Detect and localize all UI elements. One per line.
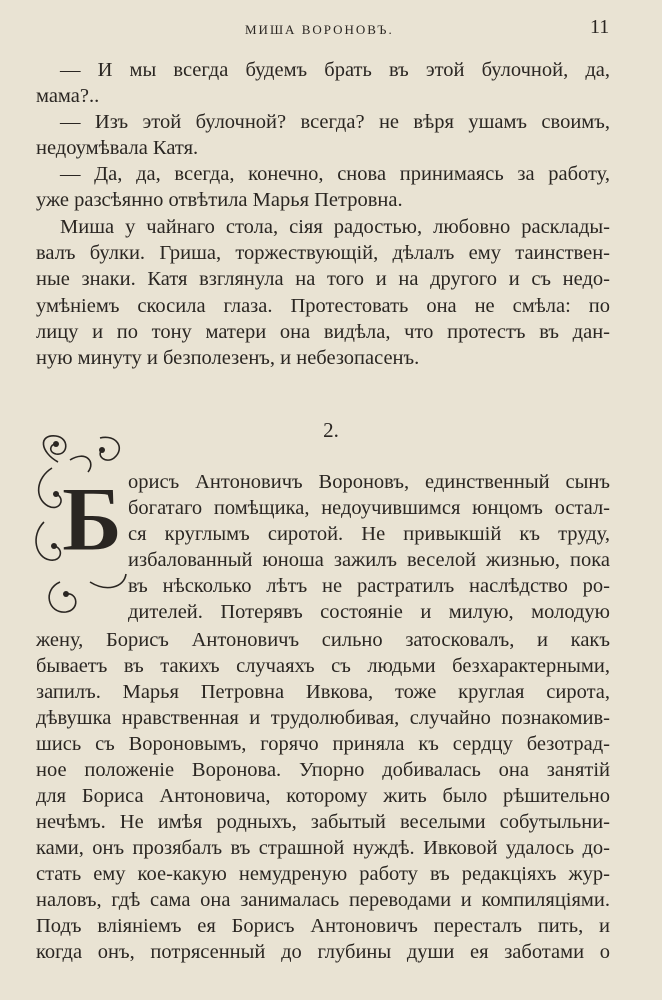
page-number: 11 <box>590 16 610 38</box>
text-line: недоумѣвала Катя. <box>36 137 199 159</box>
text-line: ся круглымъ сиротой. Не привыкшій къ труду, <box>128 523 610 545</box>
drop-cap-letter: Б <box>61 468 123 570</box>
text-line: умѣніемъ скосила глаза. Протестовать она не смѣла: по <box>36 295 610 317</box>
text-line: бываетъ въ такихъ случаяхъ съ людьми безхарактерными, <box>36 655 610 677</box>
text-line: дителей. Потерявъ состояніе и милую, молодую <box>128 601 610 623</box>
text-line: ную минуту и безполезенъ, и небезопасенъ. <box>36 347 420 369</box>
text-line: ное положеніе Воронова. Упорно добивалась она занятій <box>36 759 610 781</box>
running-header <box>0 14 662 44</box>
text-line: лицу и по тону матери она видѣла, что протестъ въ дан- <box>36 321 610 343</box>
running-title: МИША ВОРОНОВЪ. <box>245 22 394 37</box>
ornament-dot <box>99 447 105 453</box>
text-line: — Да, да, всегда, конечно, снова принимаясь за работу, <box>60 163 610 185</box>
ornament-scroll-top <box>43 436 65 462</box>
text-line: ками, онъ прозябалъ въ страшной нуждѣ. Ивковой удалось до- <box>36 837 610 859</box>
text-line: мама?.. <box>36 85 100 107</box>
text-line: когда онъ, потрясенный до глубины души ея заботами о <box>36 941 610 963</box>
text-line: избалованный юноша зажилъ веселой жизнью, пока <box>128 549 610 571</box>
text-line: — И мы всегда будемъ брать въ этой булочной, да, <box>60 59 610 81</box>
ornament-dot <box>51 543 57 549</box>
text-line: жену, Борисъ Антоновичъ сильно затосковалъ, и какъ <box>36 629 610 651</box>
ornamental-drop-cap <box>30 432 130 622</box>
ornament-scroll-left <box>39 468 61 507</box>
ornament-scroll-bottom <box>49 582 76 612</box>
text-line: валъ булки. Гриша, торжествующій, дѣлалъ ему таинствен- <box>36 242 610 264</box>
text-line: Подъ вліяніемъ ея Борисъ Антоновичъ пересталъ пить, и <box>36 915 610 937</box>
text-line: орисъ Антоновичъ Вороновъ, единственный сынъ <box>128 471 610 493</box>
text-line: запилъ. Марья Петровна Ивкова, тоже круглая сирота, <box>36 681 610 703</box>
text-line: наловъ, гдѣ сама она занималась переводами и компиляціями. <box>36 889 610 911</box>
text-line: для Бориса Антоновича, которому жить было рѣшительно <box>36 785 610 807</box>
section-number: 2. <box>323 418 339 442</box>
text-line: стать ему кое-какую немудреную работу въ редакціяхъ жур- <box>36 863 610 885</box>
text-line: нечѣмъ. Не имѣя родныхъ, забытый веселыми собутыльни- <box>36 811 610 833</box>
ornament-dot <box>53 441 59 447</box>
text-line: ные знаки. Катя взглянула на того и на другого и съ недо- <box>36 268 610 290</box>
ornament-dot <box>53 491 59 497</box>
text-line: — Изъ этой булочной? всегда? не вѣря ушамъ своимъ, <box>60 111 610 133</box>
ornament-dot <box>63 591 69 597</box>
ornament-scroll-lower <box>36 522 60 560</box>
text-line: богатаго помѣщика, недоучившимся юнцомъ остал- <box>128 497 610 519</box>
text-line: шись съ Вороновымъ, горячо приняла къ сердцу безотрад- <box>36 733 610 755</box>
text-line: дѣвушка нравственная и трудолюбивая, случайно познакомив- <box>36 707 610 729</box>
text-line: въ нѣсколько лѣтъ не растратилъ наслѣдство ро- <box>128 575 610 597</box>
ornament-scroll-bottom-right <box>90 574 126 588</box>
text-line: уже разсѣянно отвѣтила Марья Петровна. <box>36 189 403 211</box>
text-line: Миша у чайнаго стола, сіяя радостью, любовно расклады- <box>60 216 610 238</box>
